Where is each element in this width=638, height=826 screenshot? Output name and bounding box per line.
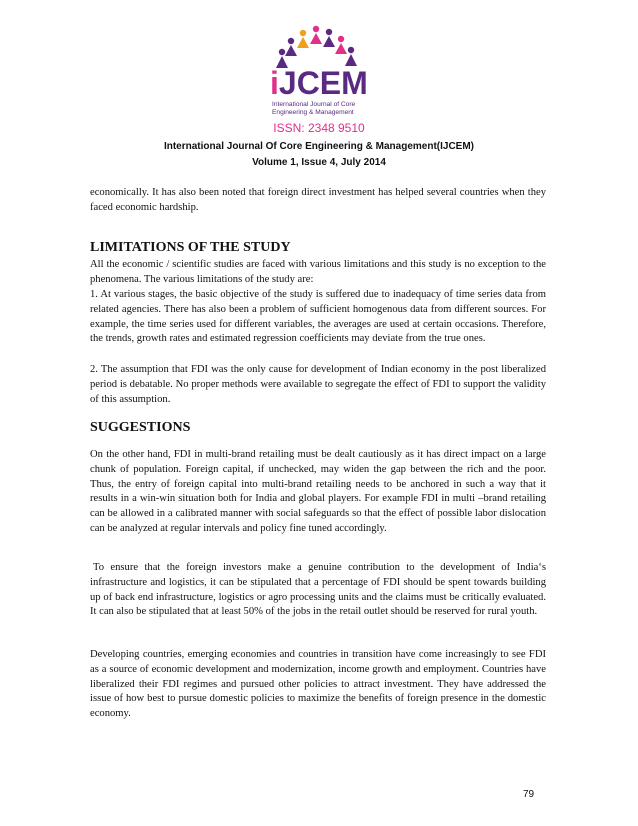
journal-title: International Journal Of Core Engineering & Management(IJCEM) xyxy=(163,141,475,152)
limitations-intro: All the economic / scientific studies are faced with various limitations and this study is no exception to the phenomena. The various limitations of the study are: xyxy=(90,259,546,285)
suggestions-paragraph-3: Developing countries, emerging economies and countries in transition have come increasingly to see FDI as a source of economic development and modernization, income growth and employment. Countries have liberalized their FDI regimes and pursued other policies to attract investment. They have addressed the issue of how best to pursue domestic policies to maximize the benefits of foreign presence in the domestic economy. xyxy=(90,649,546,720)
limitations-item-1: 1. At various stages, the basic objective of the study is suffered due to inadequacy of time series data from related agencies. There has also been a problem of sufficient homogenous data from different sources. For example, the time series used for different variables, the averages are used at certain occasions. Therefore, the trends, growth rates and estimated regression coefficients may deviate from the true ones. xyxy=(90,289,546,345)
intro-paragraph: economically. It has also been noted that foreign direct investment has helped several countries when they faced economic hardship. xyxy=(90,187,546,213)
suggestions-paragraph-1: On the other hand, FDI in multi-brand retailing must be dealt cautiously as it has direct impact on a large chunk of population. Foreign capital, if unchecked, may widen the gap between the rich and the poor. Thus, the entry of foreign capital into multi-brand retailing needs to be anchored in such a way that it results in a win-win situation both for India and global players. For example FDI in multi –brand retailing can be allowed in a calibrated manner with social safeguards so that the effect of possible labor dislocation can be analyzed at regular intervals and policy fine tuned accordingly. xyxy=(90,449,546,534)
volume-info: Volume 1, Issue 4, July 2014 xyxy=(252,157,386,168)
issn: ISSN: 2348 9510 xyxy=(273,121,365,135)
limitations-item-2: 2. The assumption that FDI was the only cause for development of Indian economy in the post liberalized period is debatable. No proper methods were available to segregate the effect of FDI to support the validity of this assumption. xyxy=(90,364,546,405)
ijcem-logo xyxy=(262,22,374,122)
limitations-heading: LIMITATIONS OF THE STUDY xyxy=(90,240,291,255)
svg-text:International Journal of Core: International Journal of Core xyxy=(272,101,356,108)
suggestions-paragraph-2: To ensure that the foreign investors make a genuine contribution to the development of India‘s infrastructure and logistics, it can be stipulated that a percentage of FDI should be spent towards building up of back end infrastructure, logistics or agro processing units and the claims must be critically evaluated. It can also be stipulated that at least 50% of the jobs in the retail outlet should be reserved for rural youth. xyxy=(90,562,546,618)
suggestions-heading: SUGGESTIONS xyxy=(90,420,191,435)
page-number: 79 xyxy=(523,789,535,800)
people-figures-icon xyxy=(276,26,357,68)
svg-text:iJCEM: iJCEM xyxy=(270,65,368,101)
svg-text:Engineering & Management: Engineering & Management xyxy=(272,109,354,116)
